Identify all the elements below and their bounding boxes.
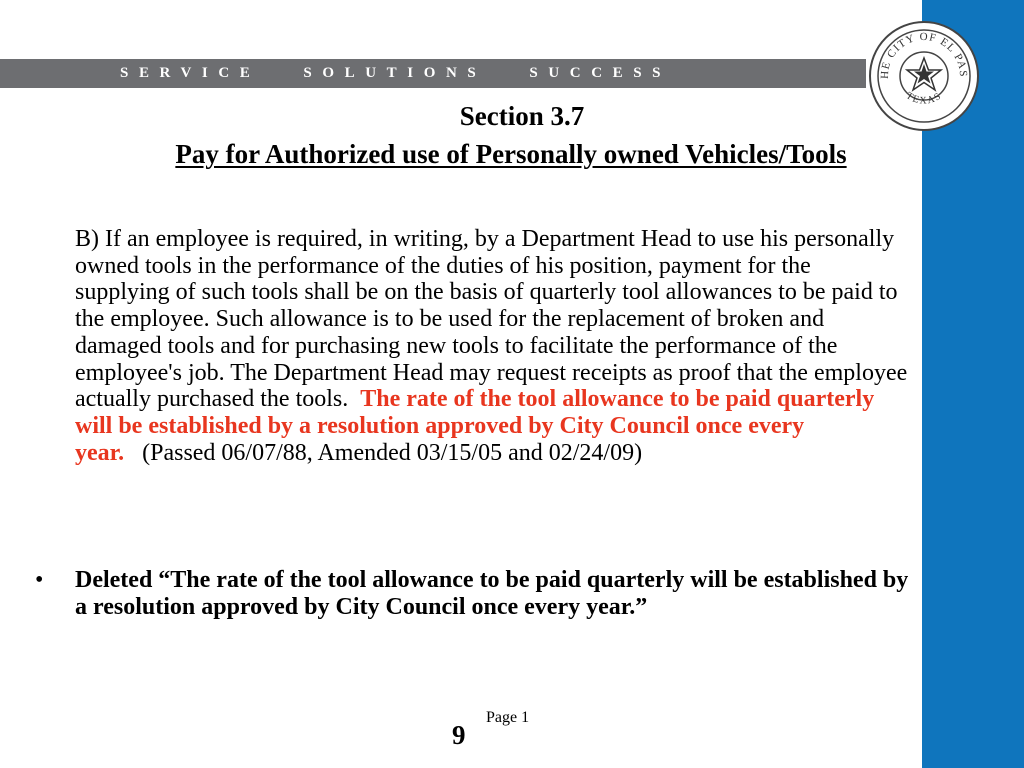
seal-top-text: HE CITY OF EL PAS [878, 30, 970, 80]
tagline-text: SERVICE SOLUTIONS SUCCESS [120, 65, 672, 81]
seal-bottom-text: TEXAS [903, 90, 945, 107]
amendment-history: (Passed 06/07/88, Amended 03/15/05 and 02/24/09) [142, 439, 643, 466]
title-block [100, 97, 922, 173]
section-subtitle: Pay for Authorized use of Personally owned Vehicles/Tools [175, 139, 847, 169]
bullet-marker: • [35, 567, 44, 593]
tagline-bar [0, 59, 866, 88]
section-title: Section 3.7 [459, 101, 585, 131]
policy-paragraph [75, 226, 911, 466]
page-number: 9 [452, 720, 466, 750]
bullet-text: Deleted “The rate of the tool allowance to be paid quarterly will be established by a resolution approved by City Council once every year.” [75, 567, 909, 620]
highlighted-deletion-text: The rate of the tool allowance to be paid quarterly will be established by a resolution approved by City Council once every year. [75, 386, 875, 466]
page-label: Page 1 [486, 709, 530, 726]
paragraph-text: B) If an employee is required, in writing, by a Department Head to use his personally owned tools in the performance of the duties of his position, payment for the supplying of such tools shall be on the basis of quarterly tool allowances to be paid to the employee. Such allowance is to be used for the replacement of broken and damaged tools and for purchasing new tools to facilitate the performance of the employee's job. The Department Head may request receipts as proof that the employee actually purchased the tools. [75, 226, 908, 413]
